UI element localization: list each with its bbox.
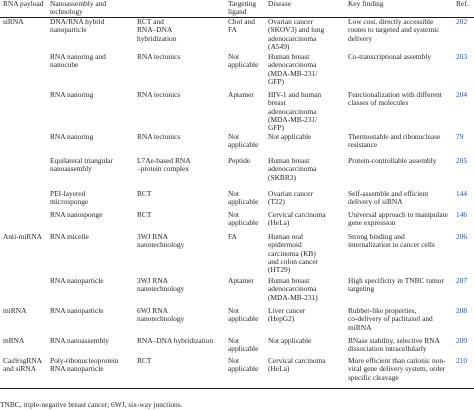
- cell-targeting-ligand-text: Not applicable: [228, 189, 259, 207]
- cell-key-finding: [348, 53, 456, 91]
- cell-disease: [268, 211, 348, 233]
- cell-nanoassembly: [50, 337, 137, 357]
- cell-key-finding-text: Thermostable and ribonuclease resistance: [348, 132, 441, 150]
- cell-disease-text: Human breast adenocarcinoma (MDA-MB-231): [268, 276, 318, 302]
- cell-ref: [456, 133, 474, 157]
- cell-rna-payload-text: miRNA: [3, 306, 27, 315]
- cell-targeting-ligand: [228, 17, 268, 53]
- cell-rna-payload: [0, 233, 50, 277]
- cell-ref: [456, 17, 474, 53]
- cell-disease: [268, 17, 348, 53]
- cell-disease: [268, 277, 348, 307]
- cell-disease-text: Cervical carcinoma (HeLa): [268, 356, 326, 374]
- cell-rna-payload: [0, 357, 50, 389]
- cell-ref-text[interactable]: 208: [456, 306, 468, 315]
- cell-nanoassembly-text: RNA nanoring: [50, 90, 94, 99]
- cell-targeting-ligand-text: Chol and FA: [228, 17, 255, 35]
- cell-targeting-ligand: [228, 190, 268, 211]
- cell-targeting-ligand: [228, 357, 268, 389]
- cell-key-finding-text: Self-assemble and efficient delivery of siRNA: [348, 189, 429, 207]
- table-row: [0, 357, 474, 389]
- cell-ref: [456, 233, 474, 277]
- cell-disease: [268, 233, 348, 277]
- header-row: [0, 0, 474, 17]
- table-row: [0, 157, 474, 190]
- cell-targeting-ligand-text: Peptide: [228, 156, 251, 165]
- cell-key-finding-text: Strong binding and internalization to cancer cells: [348, 232, 435, 250]
- cell-technology-text: 3WJ RNA nanotechnology: [137, 232, 185, 250]
- cell-key-finding: [348, 233, 456, 277]
- cell-rna-payload: [0, 157, 50, 190]
- table-row: [0, 17, 474, 53]
- cell-nanoassembly: [50, 233, 137, 277]
- cell-ref-text[interactable]: 205: [456, 156, 468, 165]
- cell-ref-text[interactable]: 207: [456, 276, 468, 285]
- cell-technology: [137, 277, 228, 307]
- cell-technology: [137, 17, 228, 53]
- cell-disease-text: Liver cancer (HepG2): [268, 306, 306, 324]
- cell-rna-payload: [0, 133, 50, 157]
- cell-technology-text: RNA–DNA hybridization: [137, 336, 214, 345]
- cell-ref: [456, 53, 474, 91]
- cell-key-finding-text: Protein-controllable assembly: [348, 156, 437, 165]
- table-row: [0, 337, 474, 357]
- cell-key-finding: [348, 277, 456, 307]
- table-row: [0, 307, 474, 337]
- cell-technology: [137, 190, 228, 211]
- cell-targeting-ligand-text: FA: [228, 232, 237, 241]
- cell-ref-text[interactable]: 204: [456, 90, 468, 99]
- cell-technology-text: RCT: [137, 210, 152, 219]
- cell-disease: [268, 357, 348, 389]
- cell-disease-text: Human breast adenocarcinoma (MDA-MB-231/ GFP): [268, 52, 318, 87]
- cell-targeting-ligand: [228, 133, 268, 157]
- cell-targeting-ligand-text: Not applicable: [228, 336, 259, 354]
- table-row: [0, 91, 474, 133]
- cell-ref: [456, 307, 474, 337]
- table-body: [0, 17, 474, 388]
- cell-targeting-ligand-text: Not applicable: [228, 356, 259, 374]
- cell-key-finding-text: Rubber-like properties, co-delivery of paclitaxel and miRNA: [348, 306, 433, 332]
- cell-targeting-ligand: [228, 91, 268, 133]
- cell-key-finding-text: Low cost, directly accessible routes to targeted and systemic delivery: [348, 17, 440, 43]
- cell-rna-payload-text: Anti-miRNA: [3, 232, 43, 241]
- cell-key-finding: [348, 337, 456, 357]
- cell-technology-text: RCT: [137, 356, 152, 365]
- cell-disease-text: Human oral epidermoid carcinoma (KB) and colon cancer (HT29): [268, 232, 319, 275]
- cell-disease: [268, 157, 348, 190]
- cell-ref-text[interactable]: 203: [456, 52, 468, 61]
- cell-rna-payload: [0, 91, 50, 133]
- cell-key-finding-text: RNase stability, selective RNA dissociation intracellularly: [348, 336, 440, 354]
- cell-disease-text: Not applicable: [268, 132, 312, 141]
- cell-key-finding: [348, 157, 456, 190]
- cell-rna-payload-text: Cas9/sgRNA and siRNA: [3, 356, 43, 374]
- cell-technology-text: 3WJ RNA nanotechnology: [137, 276, 185, 294]
- cell-ref: [456, 157, 474, 190]
- cell-disease: [268, 133, 348, 157]
- header-key-finding: Key finding: [348, 0, 456, 17]
- cell-technology-text: RNA tectonics: [137, 132, 181, 141]
- cell-targeting-ligand: [228, 233, 268, 277]
- cell-targeting-ligand: [228, 211, 268, 233]
- cell-nanoassembly: [50, 357, 137, 389]
- cell-nanoassembly-text: DNA/RNA hybrid nanoparticle: [50, 17, 105, 35]
- cell-targeting-ligand: [228, 307, 268, 337]
- cell-key-finding-text: Universal approach to manipulate gene expression: [348, 210, 448, 228]
- cell-nanoassembly-text: Equilateral triangular nanoassembly: [50, 156, 113, 174]
- cell-key-finding: [348, 357, 456, 389]
- table-header: [0, 0, 474, 17]
- header-rna-payload: RNA payload: [0, 0, 50, 17]
- cell-disease: [268, 307, 348, 337]
- cell-technology-text: 6WJ RNA nanotechnology: [137, 306, 185, 324]
- cell-technology-text: L7Ae-based RNA –protein complex: [137, 156, 191, 174]
- cell-technology: [137, 91, 228, 133]
- cell-key-finding-text: High specificity in TNBC tumor targeting: [348, 276, 444, 294]
- cell-nanoassembly-text: RNA nanoparticle: [50, 306, 104, 315]
- cell-nanoassembly: [50, 53, 137, 91]
- cell-technology: [137, 233, 228, 277]
- cell-targeting-ligand: [228, 157, 268, 190]
- cell-ref: [456, 277, 474, 307]
- cell-disease: [268, 190, 348, 211]
- cell-nanoassembly-text: RNA nanoparticle: [50, 276, 104, 285]
- cell-key-finding: [348, 211, 456, 233]
- header-disease: Disease: [268, 0, 348, 17]
- table-row: [0, 133, 474, 157]
- cell-ref-text[interactable]: 144: [456, 189, 468, 198]
- cell-nanoassembly-text: PEI-layered microsponge: [50, 189, 89, 207]
- cell-rna-payload: [0, 17, 50, 53]
- cell-disease-text: HIV-1 and human breast adenocarcinoma (MDA-MB-231/ GFP): [268, 90, 322, 133]
- cell-ref-text[interactable]: 210: [456, 356, 468, 365]
- cell-rna-payload: [0, 307, 50, 337]
- cell-ref-text[interactable]: 146: [456, 210, 468, 219]
- cell-nanoassembly: [50, 307, 137, 337]
- cell-targeting-ligand: [228, 337, 268, 357]
- cell-rna-payload: [0, 211, 50, 233]
- cell-technology: [137, 53, 228, 91]
- cell-nanoassembly: [50, 133, 137, 157]
- cell-nanoassembly: [50, 211, 137, 233]
- cell-technology: [137, 211, 228, 233]
- cell-targeting-ligand-text: Not applicable: [228, 52, 259, 70]
- cell-key-finding-text: Co-transcriptional assembly: [348, 52, 432, 61]
- cell-targeting-ligand-text: Aptamer: [228, 276, 254, 285]
- cell-nanoassembly: [50, 17, 137, 53]
- cell-nanoassembly: [50, 277, 137, 307]
- table-row: [0, 233, 474, 277]
- table-row: [0, 211, 474, 233]
- cell-rna-payload: [0, 190, 50, 211]
- cell-disease: [268, 91, 348, 133]
- cell-nanoassembly-text: RNA nanoassembly: [50, 336, 109, 345]
- cell-nanoassembly-text: RNA nanosponge: [50, 210, 103, 219]
- cell-rna-payload: [0, 277, 50, 307]
- cell-ref-text[interactable]: 202: [456, 17, 468, 26]
- cell-technology-text: RCT: [137, 189, 152, 198]
- cell-disease-text: Ovarian cancer (SKOV3) and lung adenocarcinoma (A549): [268, 17, 325, 52]
- cell-targeting-ligand: [228, 277, 268, 307]
- cell-disease-text: Ovarian cancer (T22): [268, 189, 313, 207]
- header-technology: [137, 0, 228, 17]
- header-targeting-ligand: Targeting ligand: [228, 0, 268, 17]
- cell-technology: [137, 157, 228, 190]
- cell-disease: [268, 53, 348, 91]
- cell-ref: [456, 190, 474, 211]
- table-row: [0, 277, 474, 307]
- cell-rna-payload: [0, 53, 50, 91]
- cell-nanoassembly: [50, 190, 137, 211]
- cell-key-finding-text: Functionalization with different classes of molecules: [348, 90, 442, 108]
- header-nanoassembly: Nanoassembly and technology: [50, 0, 137, 17]
- cell-technology-text: RCT and RNA–DNA hybridization: [137, 17, 177, 43]
- cell-nanoassembly-text: Poly-ribonucleoprotein RNA nanoparticle: [50, 356, 119, 374]
- cell-technology: [137, 307, 228, 337]
- cell-key-finding: [348, 17, 456, 53]
- cell-technology: [137, 337, 228, 357]
- table-row: [0, 190, 474, 211]
- cell-targeting-ligand-text: Not applicable: [228, 132, 259, 150]
- cell-rna-payload-text: siRNA: [3, 17, 24, 26]
- cell-ref: [456, 337, 474, 357]
- cell-ref: [456, 357, 474, 389]
- cell-key-finding-text: More efficient than cationic non- viral gene delivery system, order specific cleavage: [348, 356, 446, 382]
- cell-nanoassembly: [50, 91, 137, 133]
- cell-key-finding: [348, 307, 456, 337]
- cell-nanoassembly-text: RNA nanoring: [50, 132, 94, 141]
- cell-technology-text: RNA tectonics: [137, 52, 181, 61]
- cell-key-finding: [348, 190, 456, 211]
- cell-nanoassembly-text: RNA nanoring and nanocube: [50, 52, 106, 70]
- cell-technology: [137, 133, 228, 157]
- cell-technology-text: RNA tectonics: [137, 90, 181, 99]
- cell-targeting-ligand-text: Not applicable: [228, 210, 259, 228]
- cell-ref-text[interactable]: 79: [456, 132, 464, 141]
- table-row: [0, 53, 474, 91]
- cell-technology: [137, 357, 228, 389]
- cell-ref-text[interactable]: 209: [456, 336, 468, 345]
- cell-nanoassembly-text: RNA micelle: [50, 232, 89, 241]
- cell-disease-text: Not applicable: [268, 336, 312, 345]
- cell-rna-payload: [0, 337, 50, 357]
- cell-targeting-ligand: [228, 53, 268, 91]
- cell-disease: [268, 337, 348, 357]
- cell-rna-payload-text: mRNA: [3, 336, 25, 345]
- cell-nanoassembly: [50, 157, 137, 190]
- cell-key-finding: [348, 133, 456, 157]
- cell-disease-text: Human breast adenocarcinoma (SKBR3): [268, 156, 317, 182]
- cell-targeting-ligand-text: Not applicable: [228, 306, 259, 324]
- table-footnote: TNBC, triple-negative breast cancer; 6WJ, six-way junctions.: [0, 400, 183, 409]
- header-ref: Ref.: [456, 0, 474, 17]
- cell-ref-text[interactable]: 206: [456, 232, 468, 241]
- cell-key-finding: [348, 91, 456, 133]
- cell-disease-text: Cervical carcinoma (HeLa): [268, 210, 326, 228]
- cell-ref: [456, 211, 474, 233]
- cell-targeting-ligand-text: Aptamer: [228, 90, 254, 99]
- cell-ref: [456, 91, 474, 133]
